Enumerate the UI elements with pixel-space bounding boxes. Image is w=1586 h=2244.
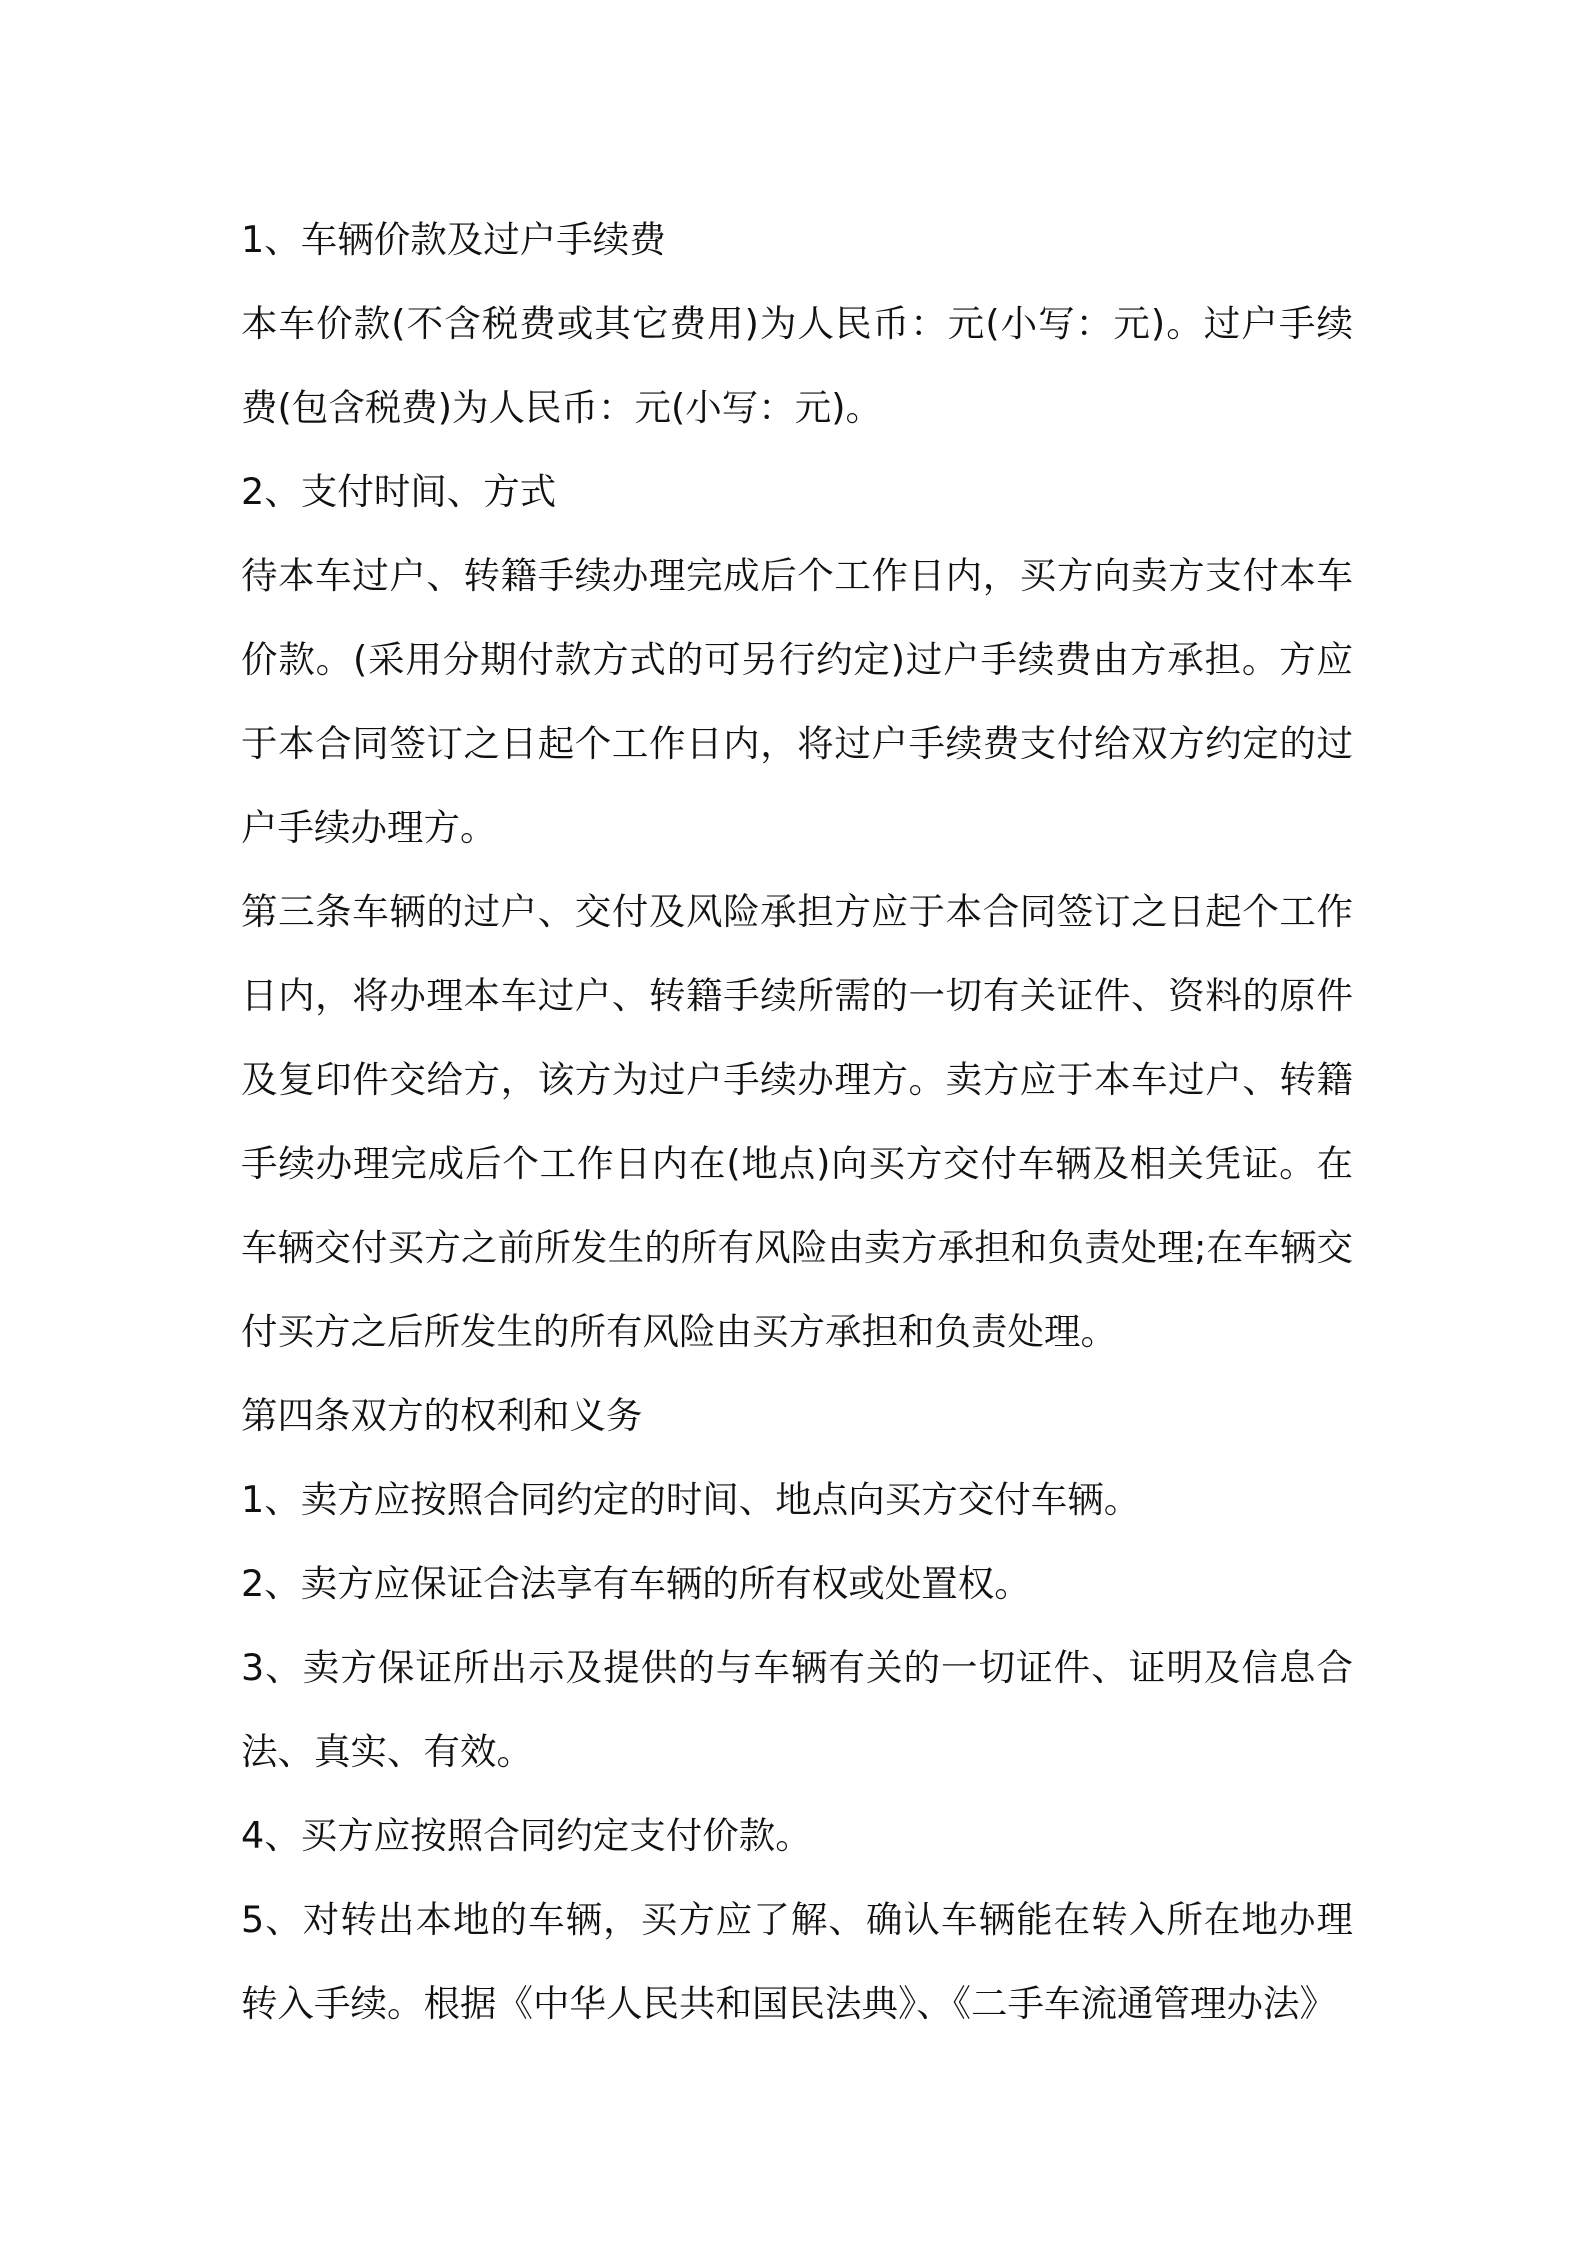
list-item-buyer-transfer: 5、对转出本地的车辆，买方应了解、确认车辆能在转入所在地办理转入手续。根据《中华人民共和国民法典》、《二手车流通管理办法》 xyxy=(241,1898,1353,2025)
section-heading-article-four: 第四条双方的权利和义务 xyxy=(241,1394,643,1437)
section-heading-price-fees: 1、车辆价款及过户手续费 xyxy=(241,218,666,261)
list-item-seller-ownership: 2、卖方应保证合法享有车辆的所有权或处置权。 xyxy=(241,1562,1031,1605)
paragraph-price-amount: 本车价款(不含税费或其它费用)为人民币：元(小写：元)。过户手续费(包含税费)为人民币：元(小写：元)。 xyxy=(241,302,1353,429)
list-item-seller-delivery: 1、卖方应按照合同约定的时间、地点向买方交付车辆。 xyxy=(241,1478,1141,1521)
paragraph-article-three: 第三条车辆的过户、交付及风险承担方应于本合同签订之日起个工作日内，将办理本车过户、转籍手续所需的一切有关证件、资料的原件及复印件交给方，该方为过户手续办理方。卖方应于本车过户、转籍手续办理完成后个工作日内在(地点)向买方交付车辆及相关凭证。在车辆交付买方之前所发生的所有风险由卖方承担和负责处理;在车辆交付买方之后所发生的所有风险由买方承担和负责处理。 xyxy=(241,890,1353,1353)
document-body xyxy=(241,198,1353,2046)
list-item-buyer-payment: 4、买方应按照合同约定支付价款。 xyxy=(241,1814,812,1857)
list-item-seller-documents: 3、卖方保证所出示及提供的与车辆有关的一切证件、证明及信息合法、真实、有效。 xyxy=(241,1646,1353,1773)
paragraph-payment-terms: 待本车过户、转籍手续办理完成后个工作日内，买方向卖方支付本车价款。(采用分期付款方式的可另行约定)过户手续费由方承担。方应于本合同签订之日起个工作日内，将过户手续费支付给双方约定的过户手续办理方。 xyxy=(241,554,1353,849)
section-heading-payment-time: 2、支付时间、方式 xyxy=(241,470,557,513)
